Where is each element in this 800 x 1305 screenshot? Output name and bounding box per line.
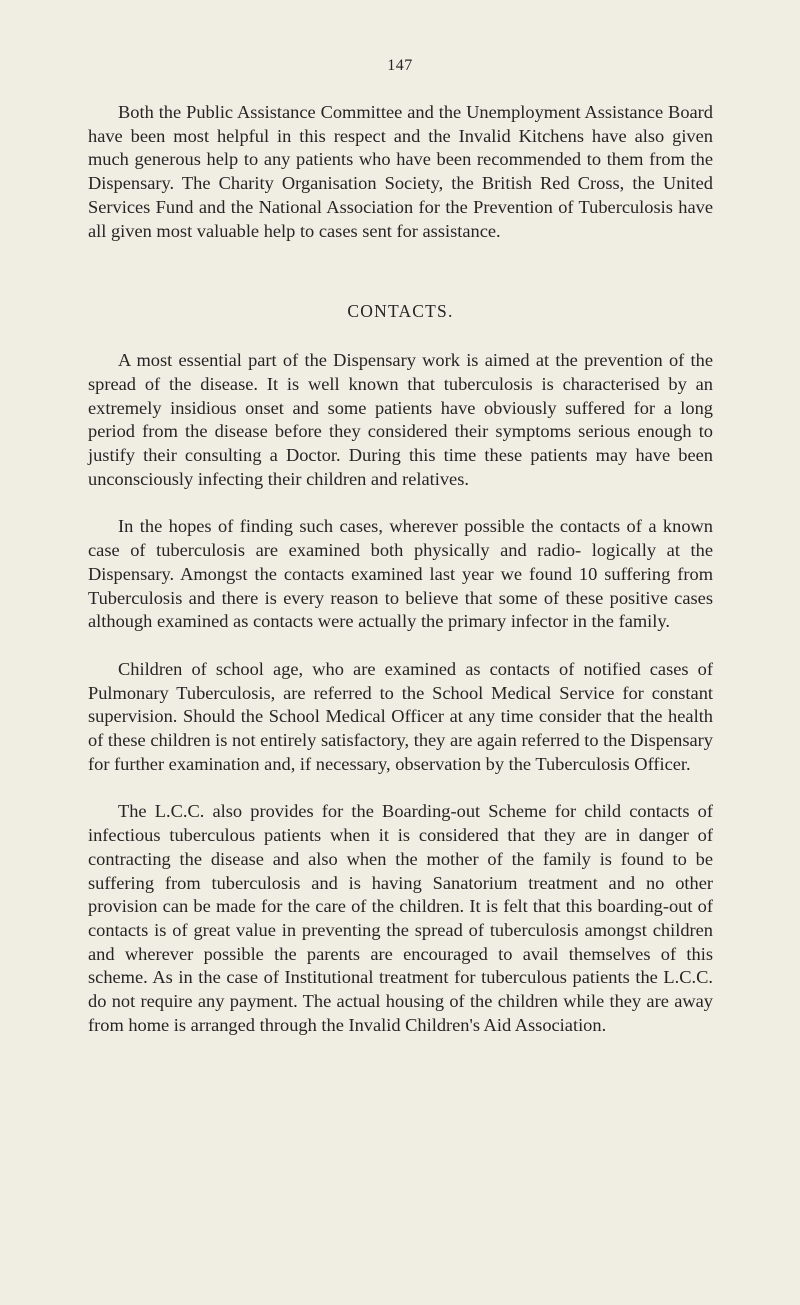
section-heading-contacts: CONTACTS.: [347, 301, 454, 322]
paragraph-boarding-out: The L.C.C. also provides for the Boarding-out Scheme for child contacts of infectious tuberculous patients when it is considered that they are in danger of contracting the disease and also when the mother of the family is found to be suffering from tuberculosis and is having Sanatorium treatment and no other provision can be made for the care of the children. It is felt that this boarding-out of contacts is of great value in preventing the spread of tuberculosis amongst children and wherever possible the parents are encouraged to avail themselves of this scheme. As in the case of Institutional treatment for tuberculous patients the L.C.C. do not require any payment. The actual housing of the children while they are away from home is arranged through the Invalid Children's Aid Association.: [88, 801, 713, 1035]
page-number: 147: [387, 57, 413, 74]
paragraph-contacts-examination: In the hopes of finding such cases, wherever possible the contacts of a known case of tuberculosis are examined both physically and radio- logically at the Dispensary. Amongst the contacts examined last year we found 10 suffering from Tuberculosis and there is every reason to believe that some of these positive cases although examined as contacts were actually the primary infector in the family.: [88, 516, 713, 632]
body-text: [88, 101, 713, 1038]
paragraph-assistance: Both the Public Assistance Committee and the Unemployment Assistance Board have been most helpful in this respect and the Invalid Kitchens have also given much generous help to any patients who have been recommended to them from the Dispensary. The Charity Organisation Society, the British Red Cross, the United Services Fund and the National Association for the Prevention of Tuberculosis have all given most valuable help to cases sent for assistance.: [88, 102, 713, 241]
paragraph-contacts-prevention: A most essential part of the Dispensary work is aimed at the prevention of the spread of the disease. It is well known that tuberculosis is characterised by an extremely insidious onset and some patients have obviously suffered for a long period from the disease before they considered their symptoms serious enough to justify their consulting a Doctor. During this time these patients may have been unconsciously infecting their children and relatives.: [88, 350, 713, 489]
paragraph-school-children: Children of school age, who are examined as contacts of notified cases of Pulmonary Tuberculosis, are referred to the School Medical Service for constant supervision. Should the School Medical Officer at any time consider that the health of these children is not entirely satisfactory, they are again referred to the Dispensary for further examination and, if necessary, observation by the Tuberculosis Officer.: [88, 658, 713, 774]
